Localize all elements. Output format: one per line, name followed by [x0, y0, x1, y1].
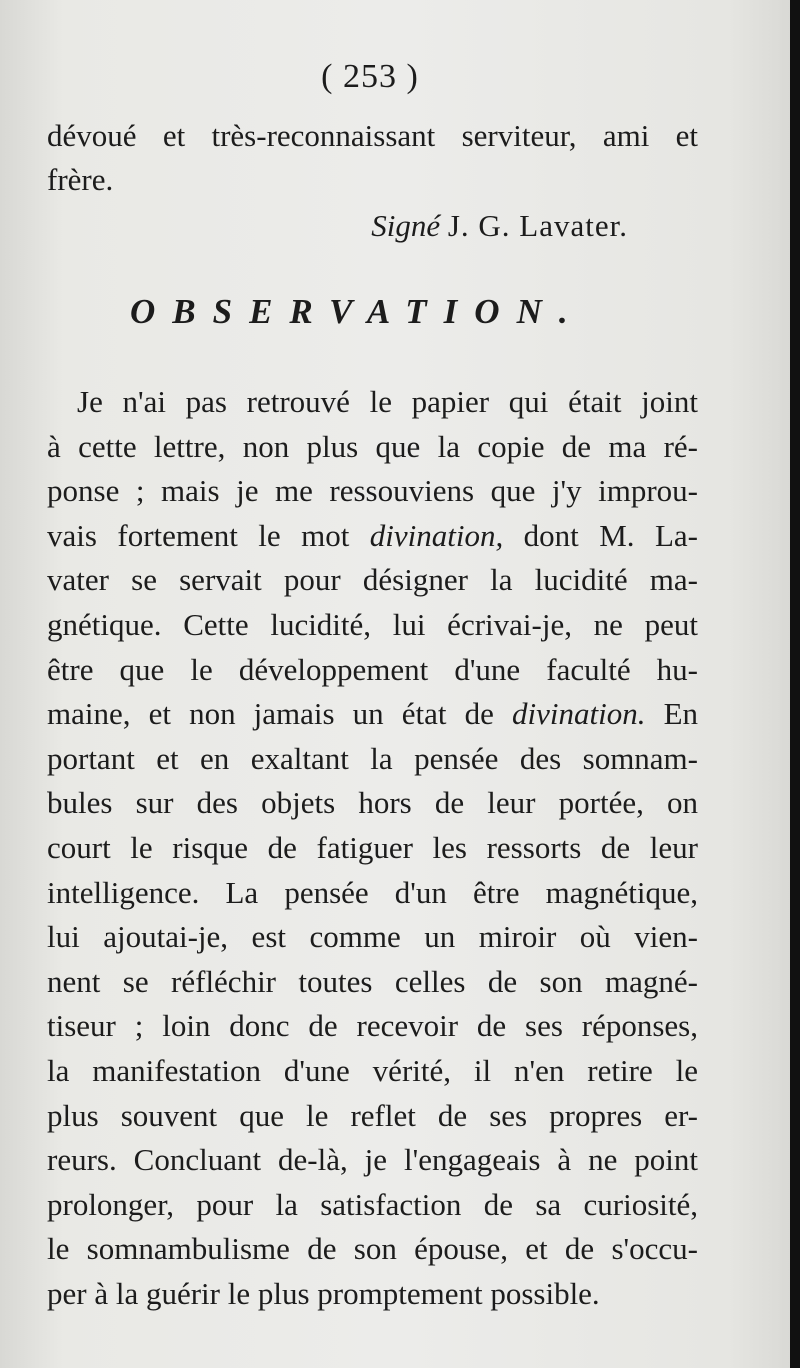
paragraph-line: plus souvent que le reflet de ses propres er- — [47, 1098, 698, 1133]
page-number: ( 253 ) — [321, 58, 419, 95]
signature-signe: Signé — [371, 208, 441, 243]
letter-closing-line: frère. — [47, 162, 114, 197]
paragraph-line: court le risque de fatiguer les ressorts de leur — [47, 830, 698, 865]
section-heading: OBSERVATION. — [130, 292, 585, 331]
page-edge-shadow — [790, 0, 800, 1368]
signature — [0, 204, 628, 248]
paragraph-line: à cette lettre, non plus que la copie de ma ré- — [47, 429, 698, 464]
paragraph-line: tiseur ; loin donc de recevoir de ses réponses, — [47, 1008, 698, 1043]
italic-word: divination, — [369, 518, 504, 553]
paragraph-line: le somnambulisme de son épouse, et de s'occu- — [47, 1231, 698, 1266]
paragraph-line: Je n'ai pas retrouvé le papier qui était joint — [77, 384, 698, 419]
paragraph-line: lui ajoutai-je, est comme un miroir où vien- — [47, 919, 698, 954]
line-text: dont M. La- — [503, 518, 698, 553]
paragraph-line: ponse ; mais je me ressouviens que j'y improu- — [47, 473, 698, 508]
letter-closing-line: dévoué et très-reconnaissant serviteur, ami et — [47, 118, 698, 153]
paragraph-line: reurs. Concluant de-là, je l'engageais à ne point — [47, 1142, 698, 1177]
line-text: maine, et non jamais un état de — [47, 696, 512, 731]
paragraph-line: vater se servait pour désigner la lucidité ma- — [47, 562, 698, 597]
paragraph-line: gnétique. Cette lucidité, lui écrivai-je, ne peut — [47, 607, 698, 642]
italic-word: divination. — [512, 696, 646, 731]
paragraph-line — [47, 514, 698, 558]
paragraph-line: être que le développement d'une faculté hu- — [47, 652, 698, 687]
line-text: vais fortement le mot — [47, 518, 370, 553]
signature-name: J. G. Lavater. — [447, 208, 628, 243]
paragraph-line: prolonger, pour la satisfaction de sa curiosité, — [47, 1187, 698, 1222]
paragraph-line: intelligence. La pensée d'un être magnétique, — [47, 875, 698, 910]
paragraph-line: la manifestation d'une vérité, il n'en retire le — [47, 1053, 698, 1088]
line-text: En — [645, 696, 698, 731]
paragraph-line: nent se réfléchir toutes celles de son magné- — [47, 964, 698, 999]
paragraph-line: portant et en exaltant la pensée des somnam- — [47, 741, 698, 776]
paragraph-line: bules sur des objets hors de leur portée, on — [47, 785, 698, 820]
paragraph-line: per à la guérir le plus promptement possible. — [47, 1276, 600, 1311]
paragraph-line — [47, 692, 698, 736]
